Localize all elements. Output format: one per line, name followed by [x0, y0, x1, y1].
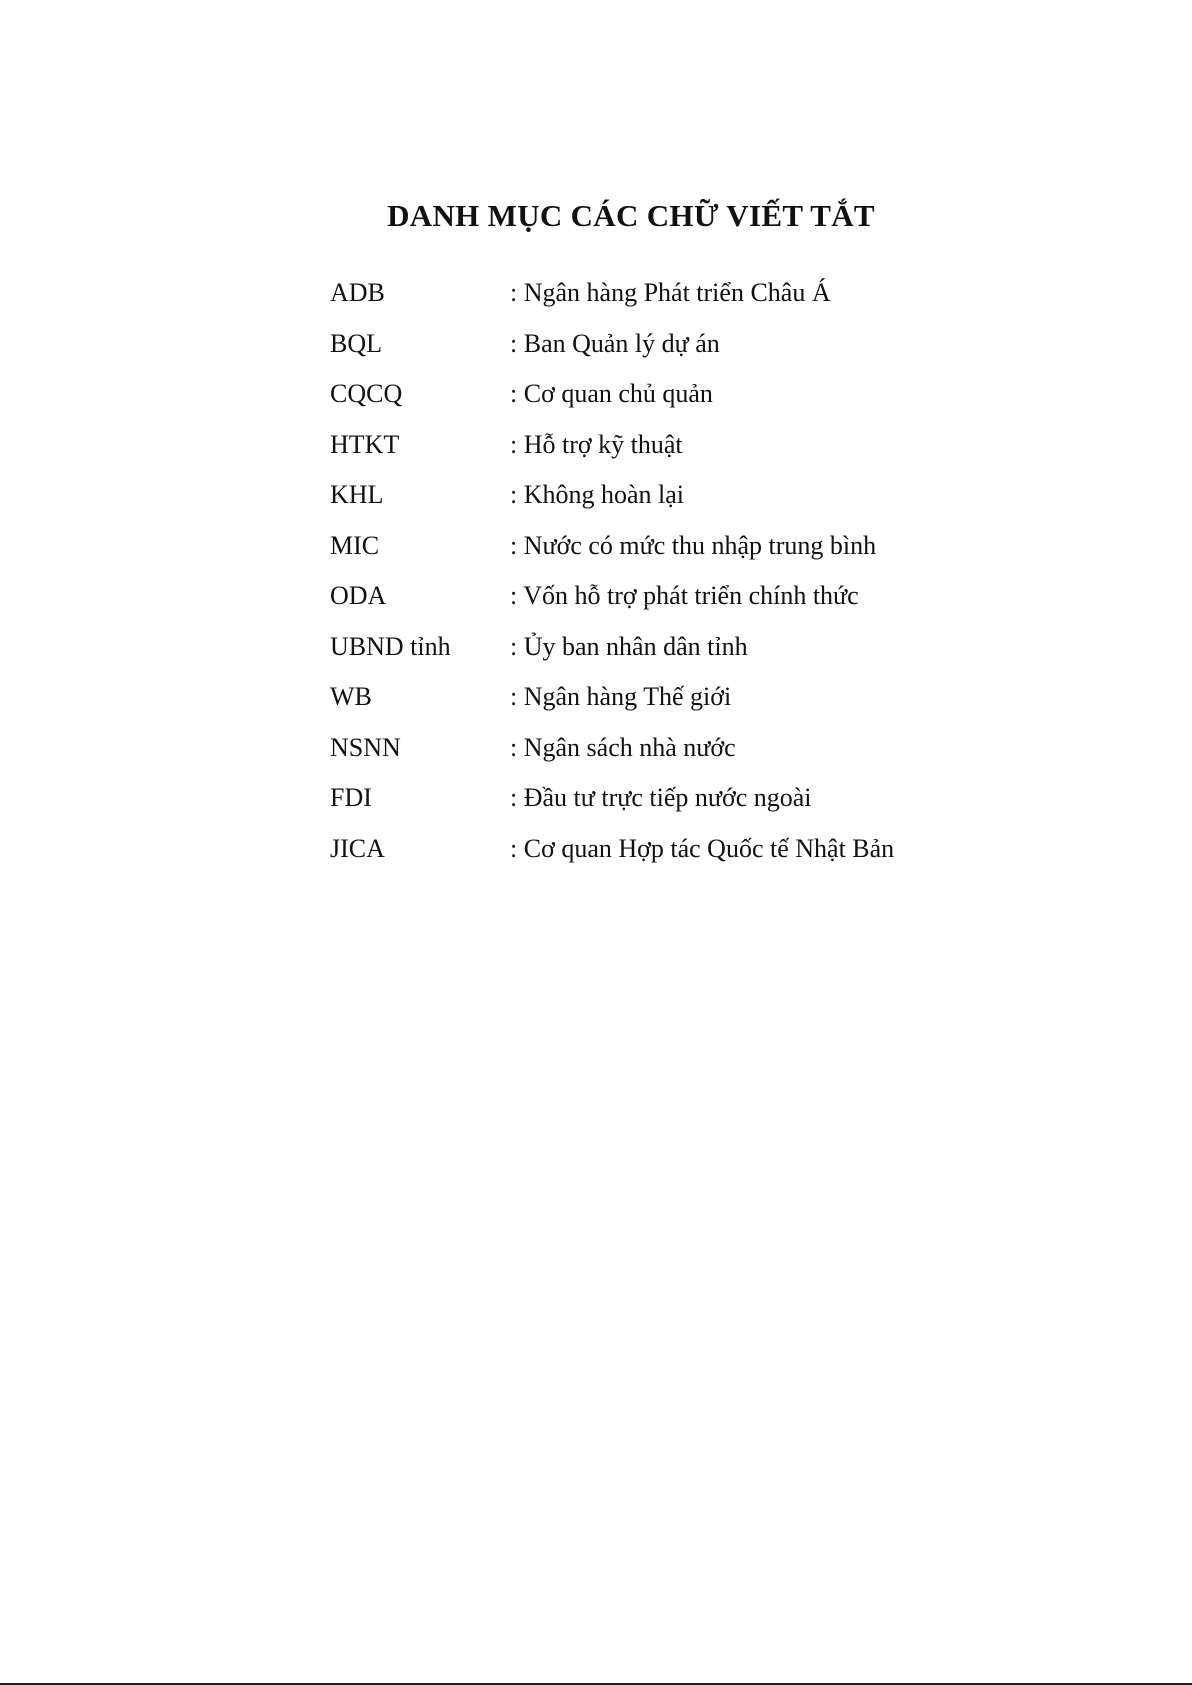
abbreviation-list [330, 277, 970, 883]
abbreviation-definition: : Ủy ban nhân dân tỉnh [510, 631, 748, 661]
abbreviation-definition: : Vốn hỗ trợ phát triển chính thức [510, 581, 859, 610]
abbreviation-term: KHL [330, 480, 384, 509]
abbreviation-term: HTKT [330, 429, 400, 459]
abbreviation-definition: : Ban Quản lý dự án [510, 328, 720, 358]
abbreviation-term: BQL [330, 328, 382, 358]
abbreviation-row [330, 530, 970, 581]
abbreviation-term: WB [330, 682, 372, 711]
abbreviation-definition: : Đầu tư trực tiếp nước ngoài [510, 783, 812, 812]
abbreviation-row [330, 378, 970, 429]
abbreviation-term: UBND tỉnh [330, 631, 451, 661]
abbreviation-row [330, 782, 970, 833]
abbreviation-row [330, 631, 970, 682]
abbreviation-definition: : Cơ quan chủ quản [510, 379, 713, 408]
abbreviation-term: MIC [330, 530, 380, 560]
abbreviation-row [330, 429, 970, 480]
abbreviation-definition: : Ngân sách nhà nước [510, 732, 736, 762]
abbreviation-term: ODA [330, 581, 387, 610]
page-title: DANH MỤC CÁC CHỮ VIẾT TẮT [387, 198, 875, 233]
abbreviation-row [330, 732, 970, 783]
abbreviation-term: NSNN [330, 732, 401, 762]
abbreviation-definition: : Nước có mức thu nhập trung bình [510, 530, 877, 560]
abbreviation-term: CQCQ [330, 379, 403, 408]
abbreviation-definition: : Không hoàn lại [510, 480, 685, 509]
abbreviation-row [330, 277, 970, 328]
abbreviation-row [330, 681, 970, 732]
abbreviation-definition: : Hỗ trợ kỹ thuật [510, 429, 683, 459]
abbreviation-row [330, 580, 970, 631]
abbreviation-term: JICA [330, 833, 385, 863]
abbreviation-row [330, 479, 970, 530]
abbreviation-definition: : Ngân hàng Phát triển Châu Á [510, 278, 831, 307]
abbreviation-row [330, 328, 970, 379]
abbreviation-term: FDI [330, 783, 372, 812]
abbreviation-term: ADB [330, 278, 385, 307]
abbreviation-definition: : Cơ quan Hợp tác Quốc tế Nhật Bản [510, 833, 895, 863]
abbreviation-definition: : Ngân hàng Thế giới [510, 682, 732, 711]
abbreviation-row [330, 833, 970, 884]
